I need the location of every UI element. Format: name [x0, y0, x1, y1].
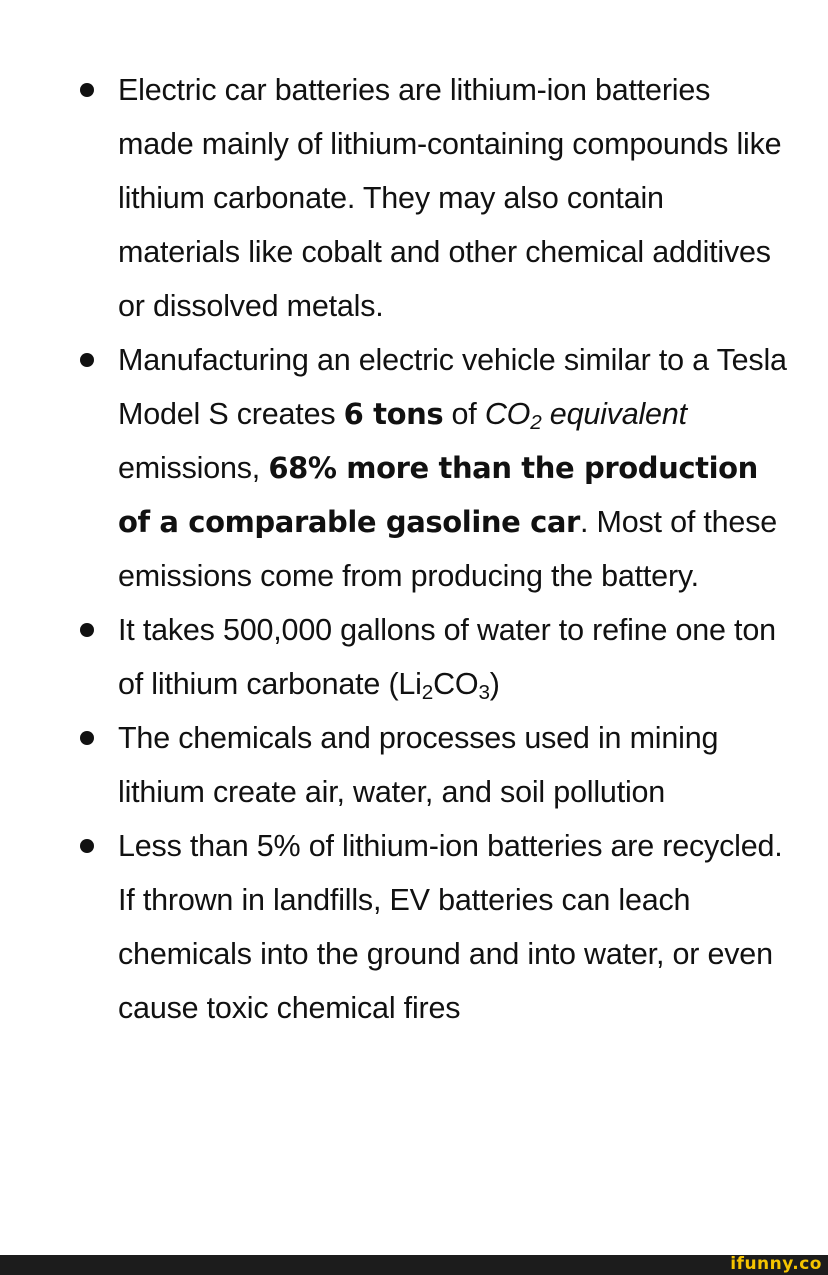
bullet-item-pollution [0, 711, 828, 819]
subscript-2: 2 [530, 411, 542, 435]
bullet-text: Electric car batteries are lithium-ion batteries made mainly of lithium-containing compounds like lithium carbonate. They may also contain materials like cobalt and other chemical additives or dissolved metals. [118, 73, 782, 323]
bullet-text: Manufacturing an electric vehicle similar to a Tesla Model S creates [118, 343, 787, 431]
emphasis-equivalent: equivalent [541, 397, 687, 431]
chem-co: CO [484, 397, 531, 431]
bullet-list [0, 63, 828, 1035]
bullet-text: Less than 5% of lithium-ion batteries are recycled. If thrown in landfills, EV batteries can leach chemicals into the ground and into water, or even cause toxic chemical fires [118, 829, 783, 1025]
bullet-text: It takes 500,000 gallons of water to refine one ton of lithium carbonate (Li [118, 613, 776, 701]
bullet-item-batteries [0, 63, 828, 333]
bullet-text: emissions, [118, 451, 269, 485]
bullet-item-recycling [0, 819, 828, 1035]
bullet-text: . Most of these emissions come from producing the battery. [118, 505, 778, 593]
footer-bar [0, 1255, 828, 1275]
emphasis-tons: 6 tons [343, 397, 444, 431]
close-paren: ) [489, 667, 500, 701]
bullet-text: of [443, 397, 485, 431]
bullet-item-emissions [0, 333, 828, 603]
emphasis-comparison: 68% more than the production of a comparable gasoline car [118, 451, 758, 539]
bullet-dot-icon [80, 623, 94, 637]
bullet-text: The chemicals and processes used in mining lithium create air, water, and soil pollution [118, 721, 719, 809]
bullet-dot-icon [80, 839, 94, 853]
subscript-2: 2 [421, 681, 434, 705]
bullet-item-water [0, 603, 828, 711]
bullet-dot-icon [80, 353, 94, 367]
chem-co: CO [433, 667, 479, 701]
bullet-dot-icon [80, 83, 94, 97]
bullet-dot-icon [80, 731, 94, 745]
content [0, 63, 828, 1035]
subscript-3: 3 [478, 681, 490, 705]
ifunny-watermark: ifunny.co [730, 1254, 822, 1274]
